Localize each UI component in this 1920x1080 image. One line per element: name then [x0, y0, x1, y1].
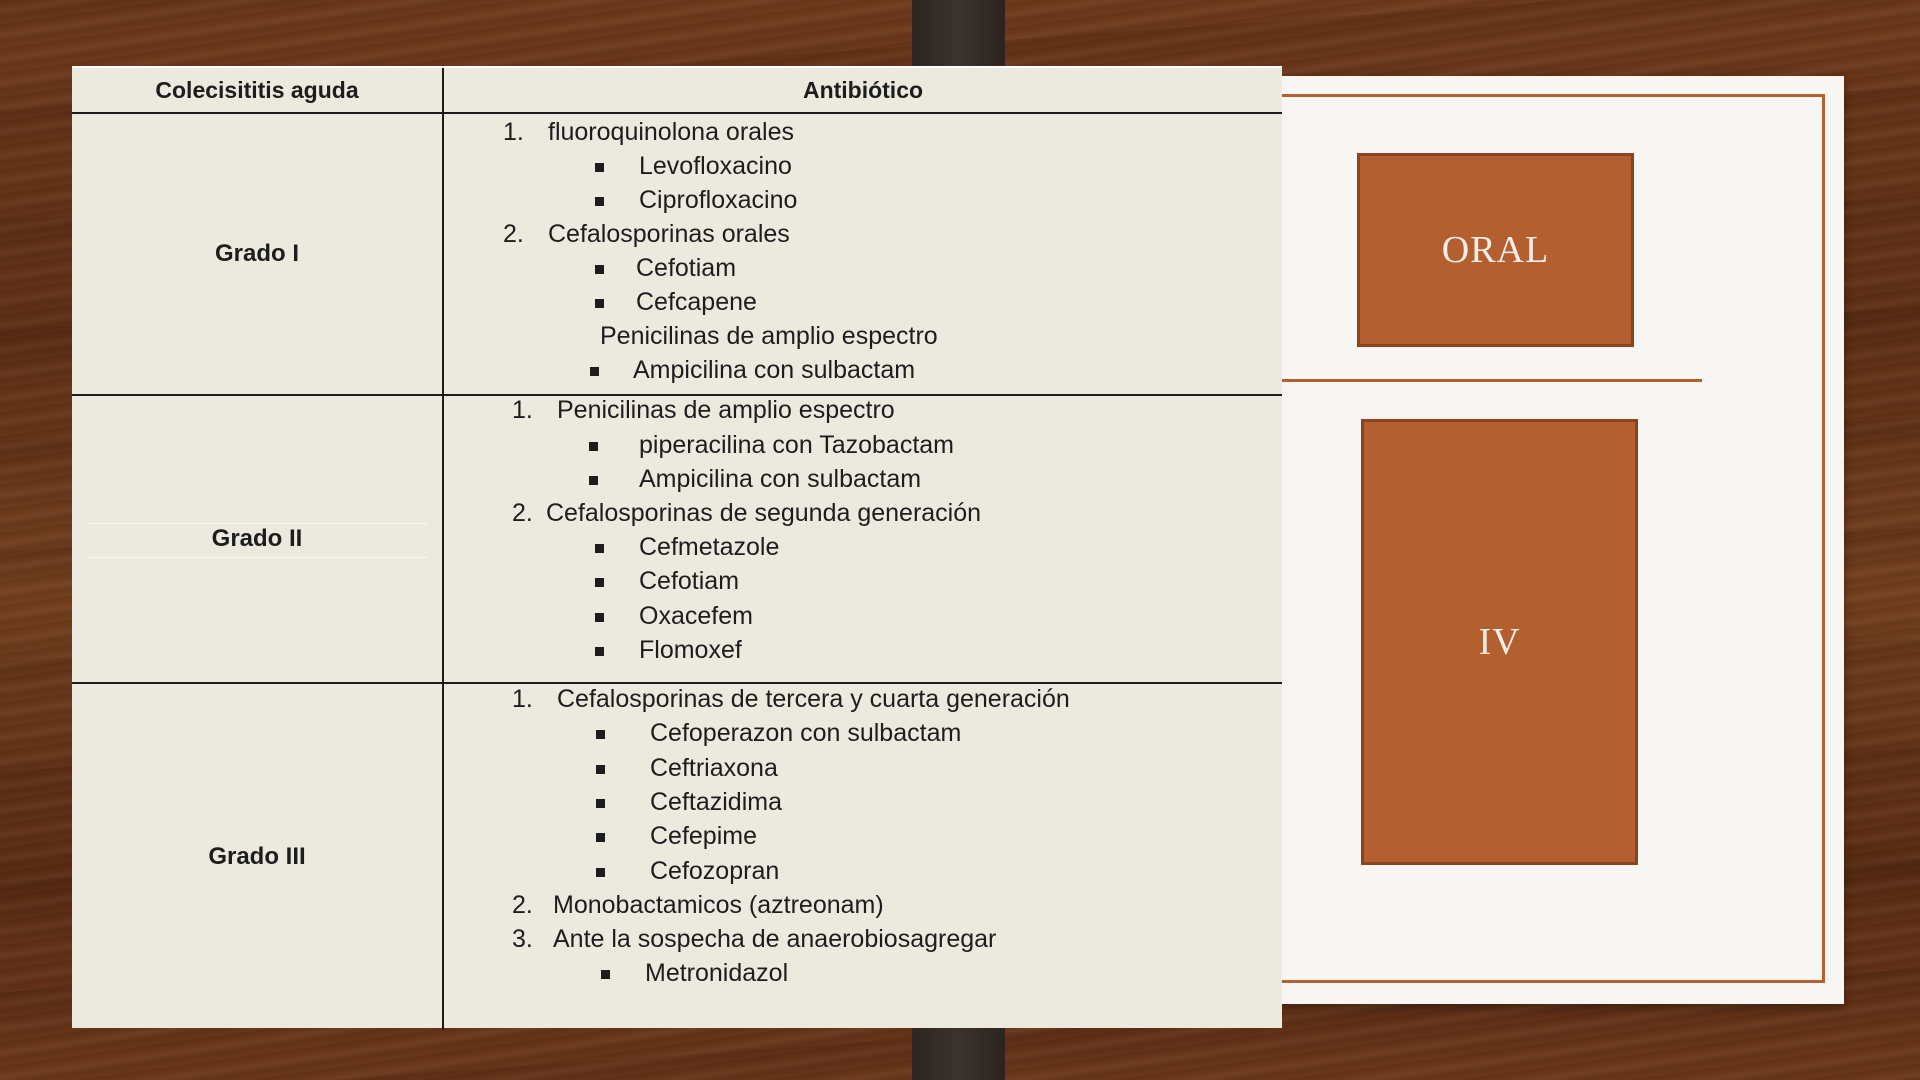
bullet-marker [590, 367, 599, 376]
oral-route-box: ORAL [1357, 153, 1634, 347]
antibiotic-table [72, 66, 1282, 1028]
antibiotic-class: Monobactamicos (aztreonam) [553, 891, 884, 919]
bullet-marker [595, 647, 604, 656]
bullet-marker [589, 476, 598, 485]
header-cholecystitis: Colecisititis aguda [155, 76, 359, 103]
antibiotic-class: Penicilinas de amplio espectro [600, 322, 938, 350]
antibiotic-class: Cefalosporinas de segunda generación [546, 499, 982, 527]
bullet-marker [596, 833, 605, 842]
list-number: 2. [503, 220, 524, 248]
header-antibiotic: Antibiótico [802, 76, 924, 103]
grade-2-label: Grado II [211, 525, 303, 552]
iv-route-box: IV [1361, 419, 1638, 865]
antibiotic-class: Ante la sospecha de anaerobiosagregar [553, 925, 997, 953]
bullet-marker [596, 868, 605, 877]
antibiotic-item: Flomoxef [639, 636, 742, 664]
list-number: 1. [503, 118, 524, 146]
antibiotic-class: Cefalosporinas orales [548, 220, 790, 248]
antibiotic-item: Cefotiam [636, 254, 737, 282]
antibiotic-item: Cefepime [650, 822, 757, 850]
antibiotic-item: Cefotiam [639, 567, 740, 595]
antibiotic-item: Cefmetazole [639, 533, 780, 561]
antibiotic-item: Cefcapene [636, 288, 757, 316]
bullet-marker [595, 544, 604, 553]
bullet-marker [595, 578, 604, 587]
route-divider [1254, 379, 1702, 382]
antibiotic-item: Metronidazol [645, 959, 789, 987]
antibiotic-item: Ciprofloxacino [639, 186, 798, 214]
bullet-marker [595, 163, 604, 172]
antibiotic-item: Oxacefem [639, 602, 753, 630]
antibiotic-item: Cefozopran [650, 857, 780, 885]
bullet-marker [595, 299, 604, 308]
grade-1-label: Grado I [214, 240, 299, 267]
bullet-marker [595, 197, 604, 206]
table-column-rule [442, 68, 444, 1030]
grade-3-label: Grado III [208, 843, 306, 870]
bullet-marker [601, 970, 610, 979]
antibiotic-class: Penicilinas de amplio espectro [557, 396, 895, 424]
antibiotic-item: Ampicilina con sulbactam [633, 356, 916, 384]
bullet-marker [589, 442, 598, 451]
antibiotic-item: Ceftriaxona [650, 754, 778, 782]
list-number: 3. [512, 925, 533, 953]
antibiotic-class: fluoroquinolona orales [548, 118, 795, 146]
antibiotic-item: piperacilina con Tazobactam [639, 431, 955, 459]
antibiotic-item: Levofloxacino [639, 152, 792, 180]
list-number: 2. [512, 499, 533, 527]
bullet-marker [596, 765, 605, 774]
list-number: 1. [512, 685, 533, 713]
antibiotic-item: Ceftazidima [650, 788, 782, 816]
bullet-marker [596, 799, 605, 808]
antibiotic-class: Cefalosporinas de tercera y cuarta generación [557, 685, 1070, 713]
list-number: 2. [512, 891, 533, 919]
list-number: 1. [512, 396, 533, 424]
antibiotic-item: Cefoperazon con sulbactam [650, 719, 962, 747]
bullet-marker [595, 265, 604, 274]
bullet-marker [596, 730, 605, 739]
bullet-marker [595, 613, 604, 622]
antibiotic-item: Ampicilina con sulbactam [639, 465, 922, 493]
